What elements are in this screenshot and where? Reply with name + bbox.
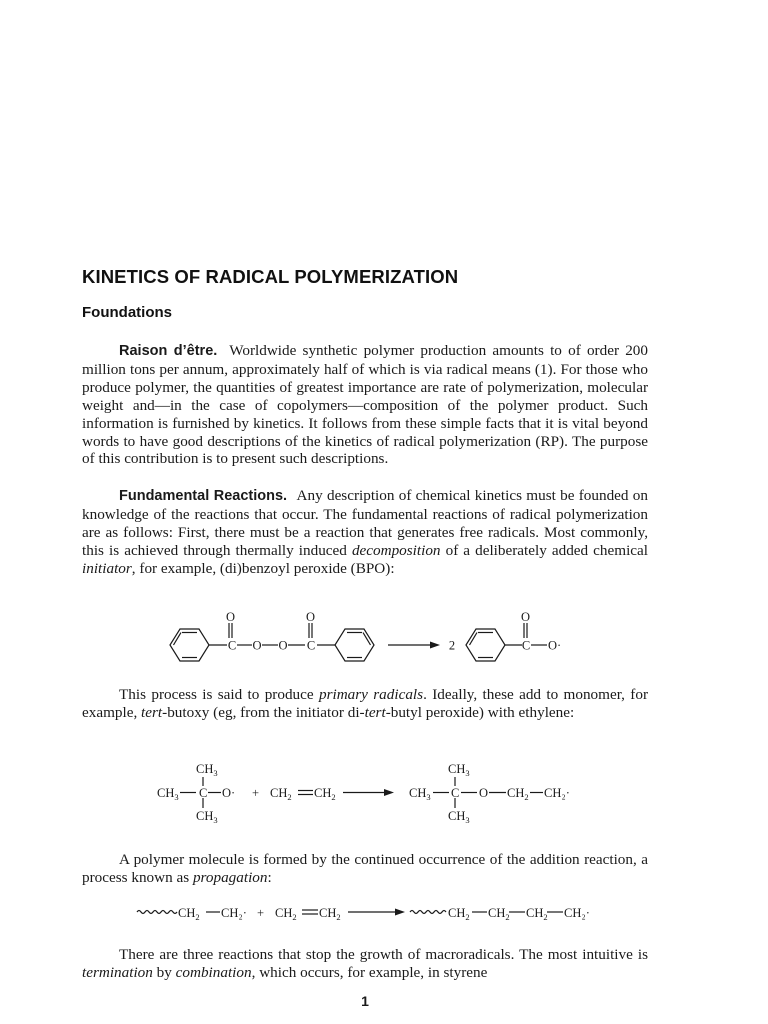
peroxide-oxygen-1: O (252, 638, 262, 653)
ethylene-carbon: $CH_2$ (275, 906, 297, 922)
methylene-group: $CH_2$ (448, 906, 470, 922)
carbonyl-carbon: C (306, 638, 316, 653)
carbonyl-carbon: C (521, 638, 531, 653)
emphasis-decomposition: decomposition (351, 541, 441, 559)
carbonyl-oxygen: O (305, 610, 316, 624)
run-in-heading-raison: Raison d’être. (119, 343, 218, 359)
bpo-decomposition-scheme (0, 610, 768, 672)
benzene-ring-middle (335, 629, 374, 661)
carbonyl-oxygen: O (520, 610, 531, 624)
paragraph-text: -butyl peroxide) with ethylene: (385, 703, 575, 721)
oxyl-radical: O· (548, 638, 562, 653)
plus-sign: + (257, 906, 265, 920)
paragraph-text: This process is said to produce (119, 686, 319, 703)
benzene-ring-left (170, 629, 209, 661)
paragraph-primary-radicals (82, 686, 648, 722)
paragraph-text: by (152, 963, 176, 981)
methylene-group: $CH_2$ (526, 906, 548, 922)
peroxide-oxygen-2: O (278, 638, 288, 653)
paragraph-raison-detre (82, 342, 648, 468)
quaternary-carbon: C (451, 786, 460, 800)
methyl-group-top: $CH_3$ (448, 762, 470, 778)
quaternary-carbon: C (199, 786, 208, 800)
run-in-heading-fundamental: Fundamental Reactions. (119, 488, 288, 504)
emphasis-tert: tert (364, 703, 386, 721)
emphasis-tert: tert (141, 703, 163, 721)
methyl-group-bottom: $CH_3$ (448, 809, 470, 825)
methyl-group-top: $CH_3$ (196, 762, 218, 778)
page-title: KINETICS OF RADICAL POLYMERIZATION (82, 266, 459, 287)
ethylene-carbon: $CH_2$ (319, 906, 341, 922)
paragraph-text: There are three reactions that stop the growth of macroradicals. The most intuitive is (119, 946, 648, 963)
methylene-group: $CH_2$ (488, 906, 510, 922)
methylene-radical: CH₂· (544, 786, 570, 800)
emphasis-initiator: initiator (82, 559, 132, 577)
polymer-chain-wavy-bond (137, 911, 177, 914)
paragraph-text: . Ideally, these add to monomer, for example, (82, 686, 648, 721)
methylene-group: $CH_2$ (507, 786, 529, 802)
stoichiometric-coefficient: 2 (448, 638, 456, 653)
methylene-radical: CH₂· (564, 906, 590, 920)
emphasis-combination: combination (175, 963, 252, 981)
methyl-group-left: $CH_3$ (157, 786, 179, 802)
emphasis-primary-radicals: primary radicals (318, 686, 424, 703)
methyl-group-bottom: $CH_3$ (196, 809, 218, 825)
oxyl-radical: O· (222, 786, 236, 800)
paragraph-text: , for example, (di)benzoyl peroxide (BPO): (131, 559, 395, 577)
polymer-chain-wavy-bond (410, 911, 446, 914)
tert-butoxy-addition-scheme (0, 756, 768, 828)
methyl-group-left: $CH_3$ (409, 786, 431, 802)
paragraph-text: : (267, 868, 272, 886)
reaction-arrow-head (384, 789, 394, 796)
carbonyl-carbon: C (227, 638, 237, 653)
paragraph-text: of a deliberately added chemical (440, 541, 648, 559)
reaction-arrow-head (395, 909, 405, 916)
paragraph-termination (82, 946, 648, 982)
propagation-scheme (0, 898, 768, 926)
emphasis-termination: termination (82, 963, 153, 981)
plus-sign: + (252, 786, 260, 800)
methylene-group: $CH_2$ (178, 906, 200, 922)
paragraph-text: Worldwide synthetic polymer production amounts to of order 200 million tons per annum, approximately half of which is via radical means (1). For those who produce polymer, the quantities of greatest importance are rate of polymerization, molecular weight and—in the case of copolymers—composition of the polymer product. Such information is furnished by kinetics. It follows from these simple facts that it is vital beyond words to have good descriptions of the kinetics of radical polymerization (RP). The purpose of this contribution is to present such descriptions. (82, 342, 648, 468)
paragraph-text: Any description of chemical kinetics must be founded on knowledge of the reactions that occur. The fundamental reactions of radical polymerization are as follows: First, there must be a reaction that generates free radicals. Most commonly, this is achieved through thermally induced (82, 487, 648, 559)
ethylene-carbon: $CH_2$ (314, 786, 336, 802)
reaction-arrow-head (430, 642, 440, 649)
paragraph-text: A polymer molecule is formed by the continued occurrence of the addition reaction, a process known as (82, 851, 648, 886)
methylene-radical: CH₂· (221, 906, 247, 920)
emphasis-propagation: propagation (192, 868, 268, 886)
benzene-ring-right (466, 629, 505, 661)
ethylene-carbon: $CH_2$ (270, 786, 292, 802)
section-heading: Foundations (82, 304, 172, 321)
paragraph-text: -butoxy (eg, from the initiator di- (162, 703, 365, 721)
paragraph-propagation (82, 851, 648, 887)
ether-oxygen: O (479, 786, 489, 800)
paragraph-text: , which occurs, for example, in styrene (251, 963, 488, 981)
page-number: 1 (361, 993, 369, 1009)
carbonyl-oxygen: O (225, 610, 236, 624)
paragraph-fundamental-reactions (82, 487, 648, 578)
